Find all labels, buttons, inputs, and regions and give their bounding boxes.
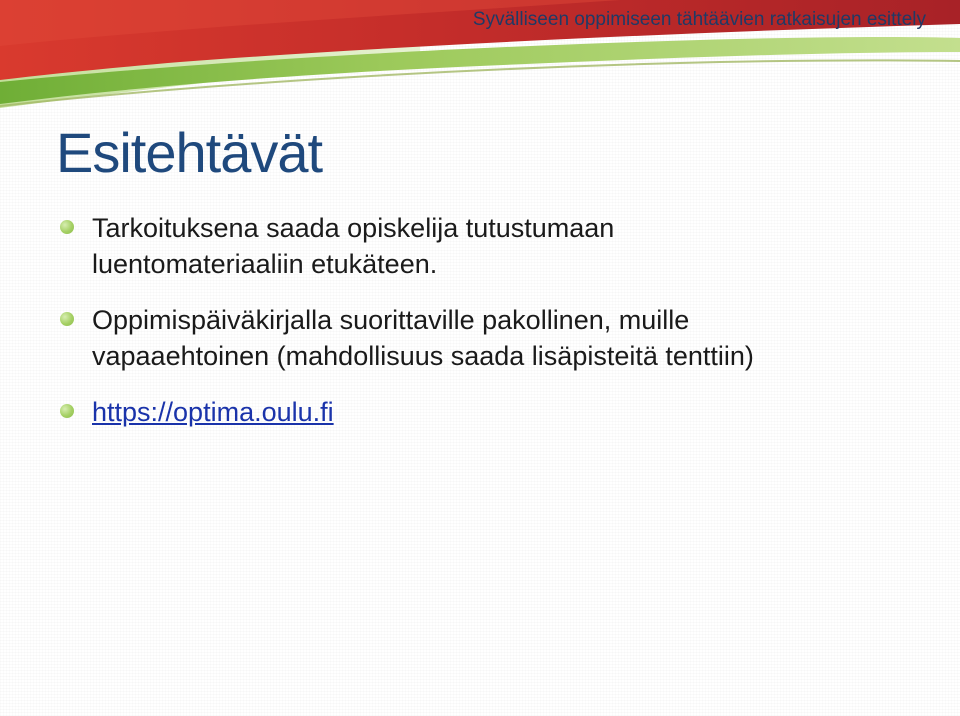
header-subtitle: Syvälliseen oppimiseen tähtäävien ratkaisujen esittely (472, 9, 926, 30)
bullet-text-line: Tarkoituksena saada opiskelija tutustumaan (92, 213, 615, 243)
bullet-item-learning-diary (60, 302, 930, 374)
bullet-dot-icon (60, 220, 74, 234)
bullet-dot-icon (60, 312, 74, 326)
optima-link[interactable]: https://optima.oulu.fi (92, 397, 334, 427)
slide-title: Esitehtävät (56, 121, 323, 184)
header-banner (0, 0, 960, 110)
bullet-dot-icon (60, 404, 74, 418)
bullet-item-purpose (60, 210, 930, 282)
bullet-item-link (60, 394, 930, 430)
bullet-text-line: Oppimispäiväkirjalla suorittaville pakollinen, muille (92, 305, 690, 335)
bullet-list (60, 210, 930, 430)
bullet-text-line: vapaaehtoinen (mahdollisuus saada lisäpisteitä tenttiin) (92, 341, 754, 371)
bullet-text-line: luentomateriaaliin etukäteen. (92, 249, 438, 279)
